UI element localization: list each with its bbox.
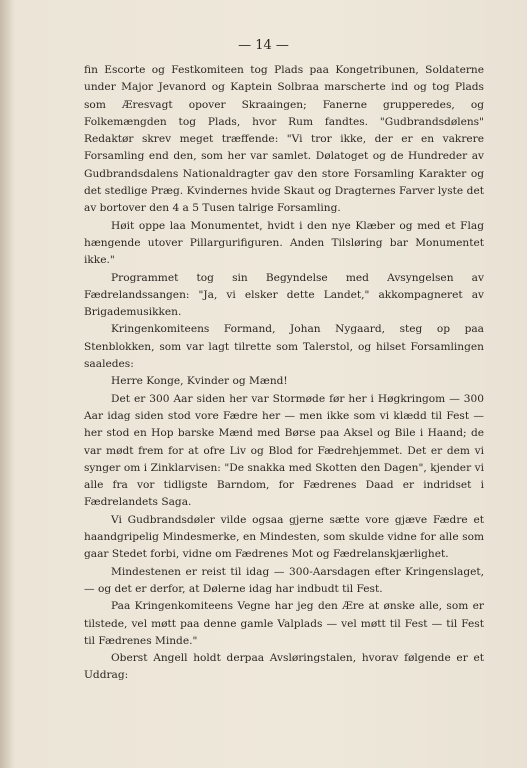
- page-edge-shadow: [0, 0, 14, 768]
- paragraph: Programmet tog sin Begyndelse med Avsyngelsen av Fædrelandssangen: "Ja, vi elsker dette Landet," akkompagneret av Brigademusikken.: [84, 271, 484, 319]
- paragraph: Vi Gudbrandsdøler vilde ogsaa gjerne sætte vore gjæve Fædre et haandgripelig Mindesmerke, en Mindesten, som skulde vidne for alle som gaar Stedet forbi, vidne om Fædrenes Mot og Fædrelanskjærlighet.: [84, 513, 484, 561]
- paragraph: Kringenkomiteens Formand, Johan Nygaard, steg op paa Stenblokken, som var lagt tilrette som Talerstol, og hilset Forsamlingen saaledes:: [84, 323, 484, 371]
- paragraph: fin Escorte og Festkomiteen tog Plads paa Kongetribunen, Soldaterne under Major Jevanord og Kaptein Solbraa marscherte ind og tog Plads som Æresvagt opover Skraaingen; Fanerne grupperedes, og Folkemængden tog Plads, hvor Rum fandtes. "Gudbrandsdølens" Redaktør skrev meget træffende: "Vi tror ikke, der er en vakrere Forsamling end den, som her var samlet. Dølatoget og de Hundreder av Gudbrandsdalens Nationaldragter gav den store Forsamling Karakter og det stedlige Præg. Kvindernes hvide Skaut og Dragternes Farver lyste det av bortover den 4 a 5 Tusen talrige Forsamling.: [84, 64, 484, 215]
- paragraph: Paa Kringenkomiteens Vegne har jeg den Ære at ønske alle, som er tilstede, vel møtt paa denne gamle Valplads — vel møtt til Fest — til Fest til Fædrenes Minde.": [84, 600, 484, 647]
- paragraph: Oberst Angell holdt derpaa Avsløringstalen, hvorav følgende er et Uddrag:: [84, 652, 484, 682]
- page-number: — 14 —: [238, 38, 289, 53]
- paragraph: Mindestenen er reist til idag — 300-Aarsdagen efter Kringenslaget, — og det er derfor, at Dølerne idag har indbudt til Fest.: [84, 565, 484, 595]
- paragraph-salutation: Herre Konge, Kvinder og Mænd!: [111, 375, 288, 388]
- paragraph: Høit oppe laa Monumentet, hvidt i den nye Klæber og med et Flag hængende utover Pillargurifiguren. Anden Tilsløring bar Monumentet ikke.": [84, 219, 484, 267]
- body-text: [84, 62, 484, 685]
- paragraph: Det er 300 Aar siden her var Stormøde før her i Høgkringom — 300 Aar idag siden stod vore Fædre her — men ikke som vi klædd til Fest — her stod en Hop barske Mænd med Børse paa Aksel og Bile i Haand; de var mødt frem for at ofre Liv og Blod for Fædrehjemmet. Det er dem vi synger om i Zinklarvisen: "De snakka med Skotten den Dagen", kjender vi alle fra vor tidligste Barndom, for Fædrenes Daad er indridset i Fædrelandets Saga.: [84, 392, 484, 509]
